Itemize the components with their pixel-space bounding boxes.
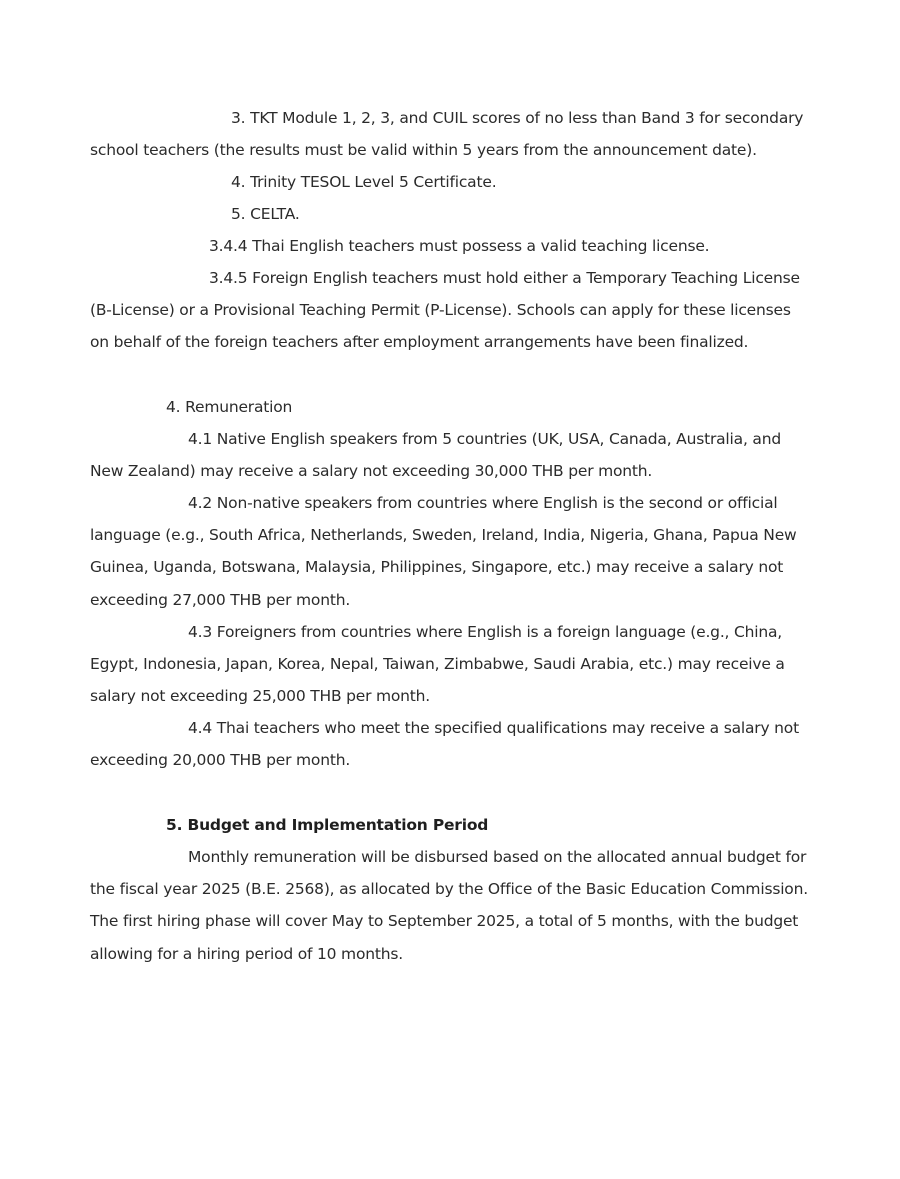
remuneration-item-4-3: 4.3 Foreigners from countries where English is a foreign language (e.g., China, Egypt, Indonesia, Japan, Korea, Nepal, Taiwan, Zimbabwe, Saudi Arabia, etc.) may receive a salary not exceeding 25,000 THB per month. xyxy=(90,623,785,706)
budget-paragraph: Monthly remuneration will be disbursed based on the allocated annual budget for the fiscal year 2025 (B.E. 2568), as allocated by the Office of the Basic Education Commission. The first hiring phase will cover May to September 2025, a total of 5 months, with the budget allowing for a hiring period of 10 months. xyxy=(90,848,808,963)
remuneration-heading: 4. Remuneration xyxy=(166,398,293,416)
qualification-item-3-4-5: 3.4.5 Foreign English teachers must hold either a Temporary Teaching License (B-License) or a Provisional Teaching Permit (P-License). Schools can apply for these licenses on behalf of the foreign teachers after employment arrangements have been finalized. xyxy=(90,269,800,352)
budget-heading: 5. Budget and Implementation Period xyxy=(166,816,489,834)
remuneration-item-4-4: 4.4 Thai teachers who meet the specified qualifications may receive a salary not exceeding 20,000 THB per month. xyxy=(90,719,799,770)
qualification-item-5: 5. CELTA. xyxy=(231,205,300,223)
qualification-item-4: 4. Trinity TESOL Level 5 Certificate. xyxy=(231,173,497,191)
qualification-item-3-4-4: 3.4.4 Thai English teachers must possess a valid teaching license. xyxy=(209,237,710,255)
qualification-item-3: 3. TKT Module 1, 2, 3, and CUIL scores of no less than Band 3 for secondary school teachers (the results must be valid within 5 years from the announcement date). xyxy=(90,109,804,160)
remuneration-item-4-2: 4.2 Non-native speakers from countries where English is the second or official language (e.g., South Africa, Netherlands, Sweden, Ireland, India, Nigeria, Ghana, Papua New Guinea, Uganda, Botswana, Malaysia, Philippines, Singapore, etc.) may receive a salary not exceeding 27,000 THB per month. xyxy=(90,494,797,609)
remuneration-item-4-1: 4.1 Native English speakers from 5 countries (UK, USA, Canada, Australia, and New Zealand) may receive a salary not exceeding 30,000 THB per month. xyxy=(90,430,781,481)
